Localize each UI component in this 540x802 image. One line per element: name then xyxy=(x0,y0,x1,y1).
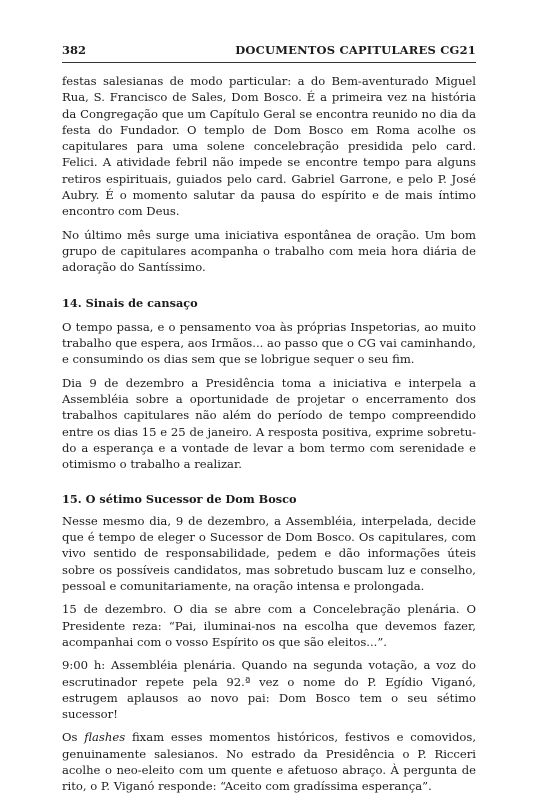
running-title: DOCUMENTOS CAPITULARES CG21 xyxy=(235,43,476,57)
paragraph-lead-word: Os xyxy=(62,730,78,745)
header-rule xyxy=(62,62,476,63)
paragraph: No último mês surge uma iniciativa espontânea de oração. Um bom grupo de capitulares acompanha o trabalho com meia hora diária de adoração do Santíssimo. xyxy=(62,227,476,275)
italic-term: flashes xyxy=(84,730,126,745)
paragraph: festas salesianas de modo particular: a do Bem-aventurado Miguel Rua, S. Francisco de Sales, Dom Bosco. É a primeira vez na história da Congregação que um Capítulo Geral se encontra reunido no dia da festa do Fundador. O templo de Dom Bosco em Roma acolhe os capitulares para uma solene concelebração presidida pelo card. Felici. A atividade febril não impede se encontre tempo para alguns retiros espirituais, guiados pelo card. Gabriel Garrone, e pelo P. José Aubry. É o momento salutar da pausa do espírito e de mais íntimo encontro com Deus. xyxy=(62,74,476,219)
section-heading-15: 15. O sétimo Sucessor de Dom Bosco xyxy=(62,491,297,506)
paragraph xyxy=(62,729,476,794)
paragraph-rest: fixam esses momentos históricos, festivos e comovidos, genuinamente salesianos. No estrado da Presidência o P. Ricceri acolhe o neo-eleito com um quente e afetuoso abraço. À pergunta de rito, o P. Viganó responde: “Aceito com gradíssima esperança”. xyxy=(62,730,476,794)
page-number: 382 xyxy=(62,43,87,57)
paragraph: 15 de dezembro. O dia se abre com a Concelebração plenária. O Presidente reza: “Pai, iluminai-nos na escolha que devemos fazer, acompanhai com o vosso Espírito os que são eleitos...”. xyxy=(62,602,476,649)
paragraph: 9:00 h: Assembléia plenária. Quando na segunda votação, a voz do escrutinador repete pela 92.ª vez o nome do P. Egídio Viganó, estrugem aplausos ao novo pai: Dom Bosco tem o seu sétimo sucessor! xyxy=(62,658,476,722)
page-body xyxy=(62,73,476,802)
paragraph: O tempo passa, e o pensamento voa às próprias Inspetorias, ao muito trabalho que espera, aos Irmãos... ao passo que o CG vai caminhando, e consumindo os dias sem que se lobrigue sequer o seu fim. xyxy=(62,319,476,367)
paragraph: Dia 9 de dezembro a Presidência toma a iniciativa e interpela a Assembléia sobre a oportunidade de projetar o encerramento dos trabalhos capitulares não além do período de tempo compreendido entre os dias 15 e 25 de janeiro. A resposta positiva, exprime sobretudo a esperança e a vontade de levar a bom termo com serenidade e otimismo o trabalho a realizar. xyxy=(62,375,476,472)
section-heading-14: 14. Sinais de cansaço xyxy=(62,295,198,310)
paragraph: Nesse mesmo dia, 9 de dezembro, a Assembléia, interpelada, decide que é tempo de eleger o Sucessor de Dom Bosco. Os capitulares, com vivo sentido de responsabilidade, pedem e dão informações úteis sobre os possíveis candidatos, mas sobretudo buscam luz e conselho, pessoal e comunitariamente, na oração intensa e prolongada. xyxy=(62,513,476,594)
